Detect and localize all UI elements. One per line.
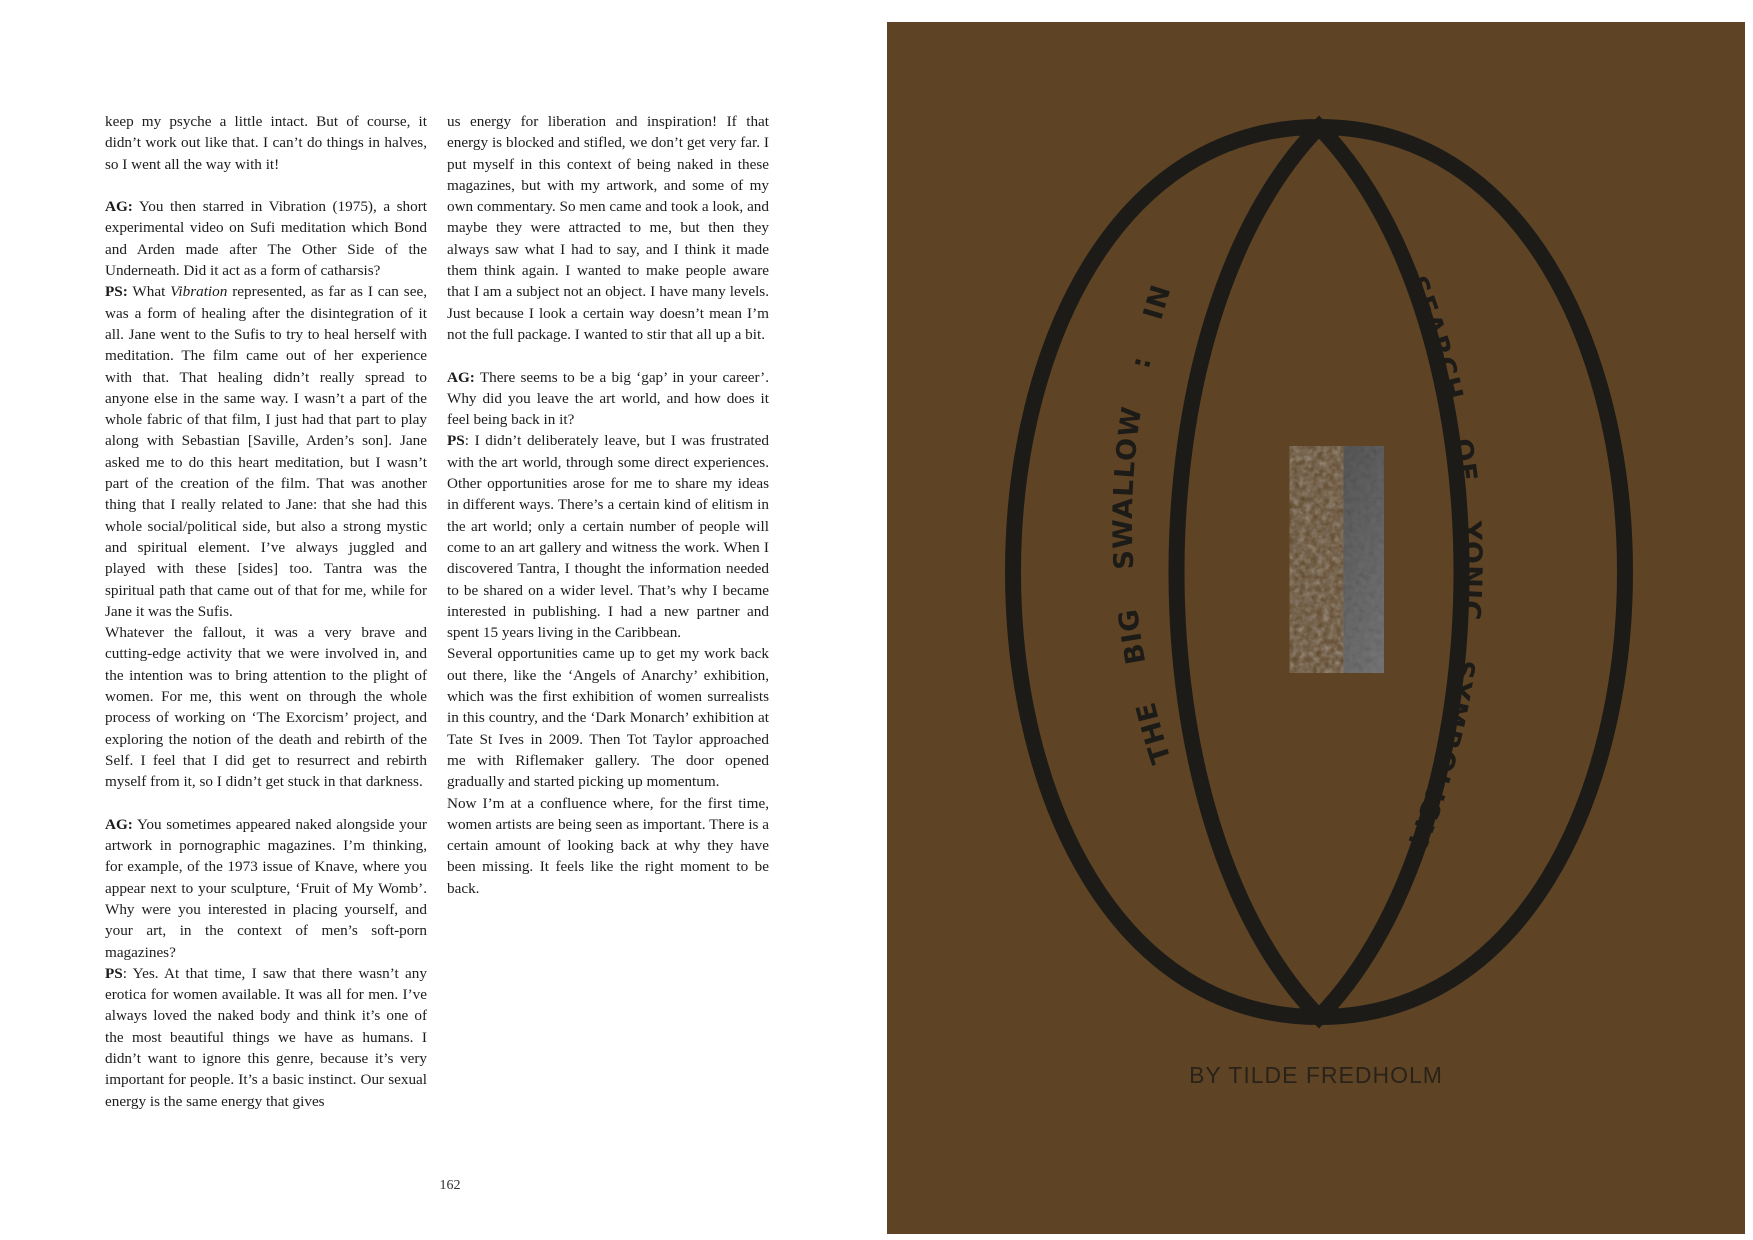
speaker-label: PS	[105, 964, 123, 982]
paragraph	[105, 814, 427, 963]
paragraph	[105, 963, 427, 1112]
paragraph-text: : Yes. At that time, I saw that there wasn’t any erotica for women available. It was all for men. I’ve always loved the naked body and think it’s one of the most beautiful things we have as humans. I didn’t want to ignore this genre, because it’s very important for people. It’s a basic instinct. Our sexual energy is the same energy that gives	[105, 964, 427, 1110]
speaker-label: PS	[447, 432, 465, 450]
paragraph-text: There seems to be a big ‘gap’ in your career’. Why did you leave the art world, and how does it feel being back in it?	[447, 368, 769, 429]
speaker-label: AG:	[105, 198, 133, 216]
paragraph-text: represented, as far as I can see, was a form of healing after the disintegration of it all. Jane went to the Sufis to try to heal herself with meditation. The film came out of her experience with that. That healing didn’t really spread to anyone else in the same way. I wasn’t a part of the whole fabric of that film, I just had that part to play along with Sebastian [Saville, Arden’s son]. Jane asked me to do this heart meditation, but I wasn’t part of the creation of the film. That was another thing that I really related to Jane: that she had this whole social/political side, but also a strong mystic and spiritual element. I’ve always juggled and played with these [sides] too. Tantra was the spiritual path that came out of that for me, while for Jane it was the Sufis.	[105, 283, 427, 620]
page-number: 162	[439, 1178, 461, 1193]
paragraph: keep my psyche a little intact. But of course, it didn’t work out like that. I can’t do things in halves, so I went all the way with it!	[105, 113, 427, 173]
paragraph-text: What	[127, 283, 171, 301]
text-column-right	[447, 111, 769, 899]
paragraph: Now I’m at a confluence where, for the first time, women artists are being seen as important. There is a certain amount of looking back at why they have been missing. It feels like the right moment to be back.	[447, 794, 769, 897]
paragraph	[447, 367, 769, 431]
photo-image	[1256, 446, 1384, 673]
cover-title-right: SEARCH OF YONIC SYMBOLISM	[1400, 271, 1488, 853]
paragraph-text: You sometimes appeared naked alongside your artwork in pornographic magazines. I’m thinking, for example, of the 1973 issue of Knave, where you appear next to your sculpture, ‘Fruit of My Womb’. Why were you interested in placing yourself, and your art, in the context of men’s soft-porn magazines?	[105, 815, 427, 961]
paragraph	[105, 281, 427, 622]
yonic-photo	[1256, 446, 1384, 673]
byline: BY TILDE FREDHOLM	[1189, 1062, 1443, 1088]
emphasis: Vibration	[170, 283, 228, 301]
text-column-left	[105, 111, 427, 1112]
paragraph-text: : I didn’t deliberately leave, but I was frustrated with the art world, through some direct experiences. Other opportunities arose for me to share my ideas in different ways. There’s a certain kind of elitism in the art world; only a certain number of people will come to an art gallery and witness the work. When I discovered Tantra, I thought the information needed to be shared on a wider level. That’s why I became interested in publishing. I had a new partner and spent 15 years living in the Caribbean.	[447, 432, 769, 642]
speaker-label: AG:	[105, 815, 133, 833]
paragraph: Whatever the fallout, it was a very brave and cutting-edge activity that we were involved in, and the intention was to bring attention to the plight of women. For me, this went on through the whole process of working on ‘The Exorcism’ project, and exploring the notion of the death and rebirth of the Self. I feel that I did get to resurrect and rebirth myself from it, so I didn’t get stuck in that darkness.	[105, 624, 427, 791]
paragraph: us energy for liberation and inspiration! If that energy is blocked and stifled, we don’t get very far. I put myself in this context of being naked in these magazines, but with my artwork, and some of my own commentary. So men came and took a look, and maybe they were attracted to me, but then they always saw what I had to say, and I think it made them think again. I wanted to make people aware that I am a subject not an object. I have many levels. Just because I look a certain way doesn’t mean I’m not the full package. I wanted to stir that all up a bit.	[447, 113, 769, 343]
paragraph	[105, 196, 427, 281]
paragraph	[447, 430, 769, 643]
cover-page	[887, 22, 1745, 1234]
paragraph-text: You then starred in Vibration (1975), a short experimental video on Sufi meditation which Bond and Arden made after The Other Side of the Underneath. Did it act as a form of catharsis?	[105, 198, 427, 280]
speaker-label: PS:	[105, 283, 128, 301]
cover-title-left: THE BIG SWALLOW : IN	[1107, 280, 1178, 768]
speaker-label: AG:	[447, 368, 475, 386]
paragraph: Several opportunities came up to get my work back out there, like the ‘Angels of Anarchy’ exhibition, which was the first exhibition of women surrealists in this country, and the ‘Dark Monarch’ exhibition at Tate St Ives in 2009. Then Tot Taylor approached me with Riflemaker gallery. The door opened gradually and started picking up momentum.	[447, 645, 769, 791]
